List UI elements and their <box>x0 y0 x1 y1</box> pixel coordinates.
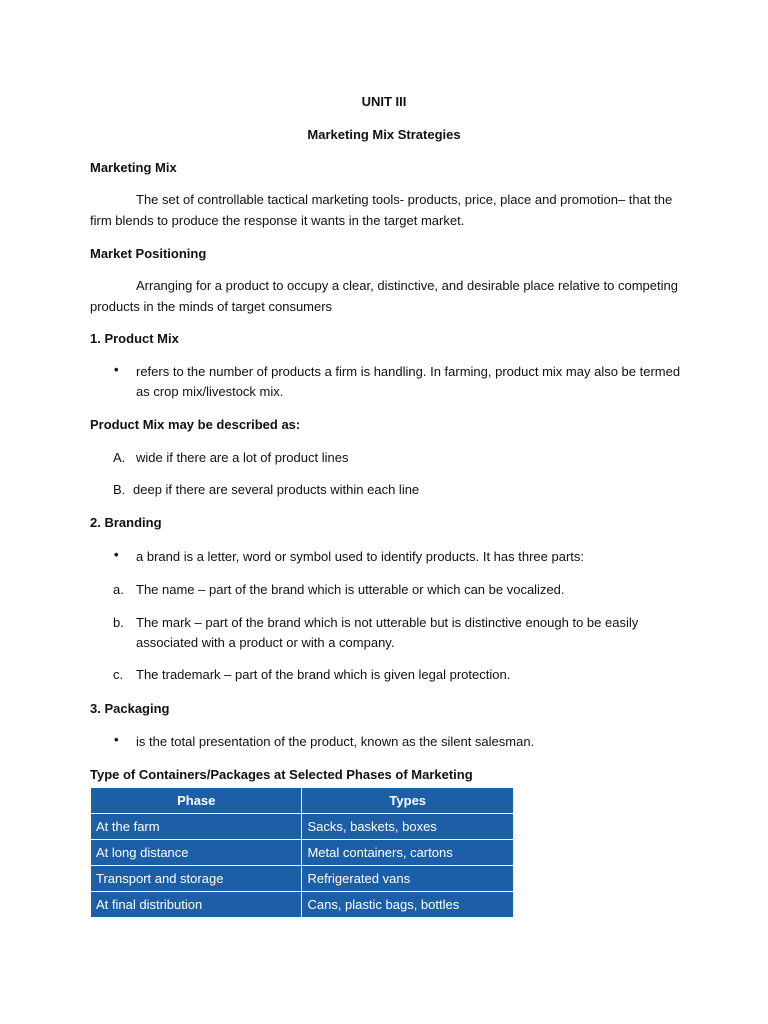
marketing-mix-heading: Marketing Mix <box>90 160 177 175</box>
list-marker: b. <box>113 615 124 630</box>
list-item-continued: associated with a product or with a company. <box>136 635 395 650</box>
table-row <box>91 814 514 840</box>
branding-bullet: a brand is a letter, word or symbol used to identify products. It has three parts: <box>136 549 585 564</box>
table-row <box>91 866 514 892</box>
table-cell: At long distance <box>91 840 302 866</box>
list-marker: a. <box>113 582 124 597</box>
table-cell: At final distribution <box>91 892 302 918</box>
list-marker: B. <box>113 482 126 497</box>
marketing-mix-text-line1: The set of controllable tactical marketing tools- products, price, place and promotion– that the <box>136 192 673 207</box>
product-mix-heading: 1. Product Mix <box>90 331 179 346</box>
product-mix-bullet-line2: as crop mix/livestock mix. <box>136 384 284 399</box>
list-item: The trademark – part of the brand which is given legal protection. <box>136 667 511 682</box>
bullet-icon: • <box>114 547 119 562</box>
bullet-icon: • <box>114 732 119 747</box>
packaging-heading: 3. Packaging <box>90 701 170 716</box>
list-item: The name – part of the brand which is utterable or which can be vocalized. <box>136 582 565 597</box>
bullet-icon: • <box>114 362 119 377</box>
list-marker: c. <box>113 667 124 682</box>
column-header-phase: Phase <box>91 788 302 814</box>
product-mix-described-heading: Product Mix may be described as: <box>90 417 301 432</box>
list-item: The mark – part of the brand which is not utterable but is distinctive enough to be easily <box>136 615 639 630</box>
table-header-row <box>91 788 514 814</box>
table-cell: Refrigerated vans <box>302 866 514 892</box>
column-header-types: Types <box>302 788 514 814</box>
market-positioning-text-line1: Arranging for a product to occupy a clear, distinctive, and desirable place relative to competing <box>136 278 678 293</box>
table-cell: Metal containers, cartons <box>302 840 514 866</box>
packaging-bullet: is the total presentation of the product, known as the silent salesman. <box>136 734 535 749</box>
table-cell: Cans, plastic bags, bottles <box>302 892 514 918</box>
table-caption: Type of Containers/Packages at Selected Phases of Marketing <box>90 767 473 782</box>
table-cell: Sacks, baskets, boxes <box>302 814 514 840</box>
market-positioning-text-line2: products in the minds of target consumers <box>90 299 333 314</box>
table-row <box>91 892 514 918</box>
list-item: wide if there are a lot of product lines <box>136 450 349 465</box>
containers-table <box>90 787 514 918</box>
table-cell: At the farm <box>91 814 302 840</box>
list-item: deep if there are several products within each line <box>133 482 420 497</box>
page-title: Marketing Mix Strategies <box>307 127 461 142</box>
branding-heading: 2. Branding <box>90 515 162 530</box>
marketing-mix-text-line2: firm blends to produce the response it wants in the target market. <box>90 213 465 228</box>
market-positioning-heading: Market Positioning <box>90 246 207 261</box>
table-row <box>91 840 514 866</box>
table-cell: Transport and storage <box>91 866 302 892</box>
product-mix-bullet-line1: refers to the number of products a firm is handling. In farming, product mix may also be termed <box>136 364 681 379</box>
list-marker: A. <box>113 450 126 465</box>
unit-heading: UNIT III <box>361 94 407 109</box>
